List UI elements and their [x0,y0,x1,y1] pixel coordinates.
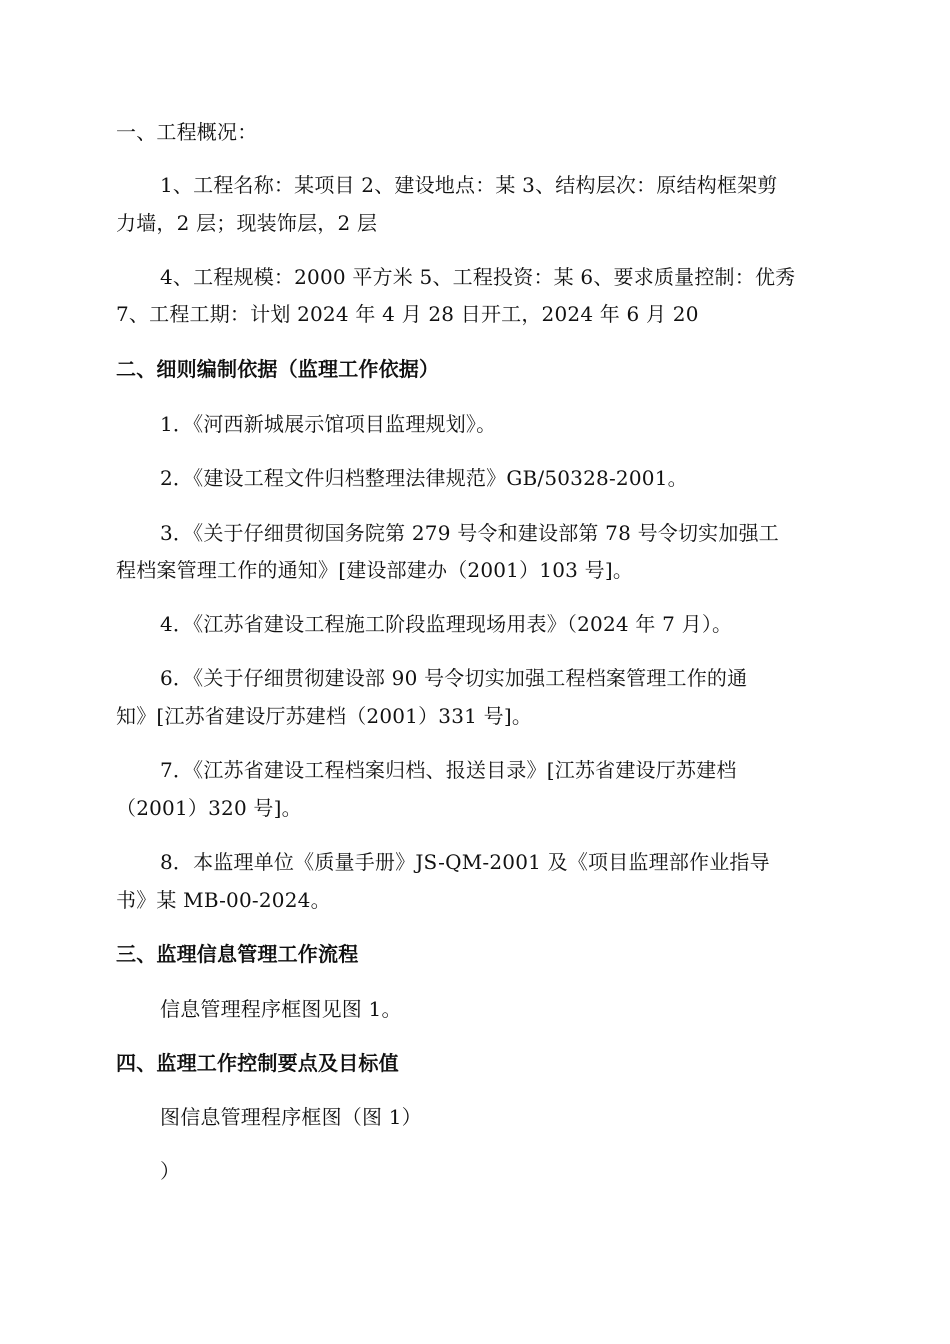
control-line-2: ） [160,1159,181,1183]
basis-line-2: 2．《建设工程文件归档整理法律规范》GB/50328-2001。 [160,466,688,490]
overview-line-2: 力墙，2 层；现装饰层，2 层 [116,211,378,235]
section-heading-overview: 一、工程概况： [116,120,258,144]
basis-line-5: 4．《江苏省建设工程施工阶段监理现场用表》（2024 年 7 月）。 [160,612,733,636]
section-heading-workflow: 三、监理信息管理工作流程 [116,942,359,966]
overview-line-3: 4、工程规模：2000 平方米 5、工程投资：某 6、要求质量控制：优秀 [160,265,796,289]
control-line-1: 图信息管理程序框图（图 1） [160,1105,422,1129]
basis-line-8: 7．《江苏省建设工程档案归档、报送目录》[江苏省建设厅苏建档 [160,758,737,782]
section-heading-control: 四、监理工作控制要点及目标值 [116,1051,399,1075]
basis-line-11: 书》某 MB-00-2024。 [116,888,331,912]
basis-line-3: 3．《关于仔细贯彻国务院第 279 号令和建设部第 78 号令切实加强工 [160,521,779,545]
basis-line-6: 6．《关于仔细贯彻建设部 90 号令切实加强工程档案管理工作的通 [160,666,748,690]
basis-line-1: 1．《河西新城展示馆项目监理规划》。 [160,412,497,436]
overview-line-1: 1、工程名称：某项目 2、建设地点：某 3、结构层次：原结构框架剪 [160,173,778,197]
overview-line-4: 7、工程工期：计划 2024 年 4 月 28 日开工，2024 年 6 月 20 [116,302,699,326]
section-heading-basis: 二、细则编制依据（监理工作依据） [116,357,440,381]
basis-line-4: 程档案管理工作的通知》[建设部建办（2001）103 号]。 [116,558,634,582]
workflow-line-1: 信息管理程序框图见图 1。 [160,997,402,1021]
basis-line-7: 知》[江苏省建设厅苏建档（2001）331 号]。 [116,704,533,728]
basis-line-10: 8．本监理单位《质量手册》JS-QM-2001 及《项目监理部作业指导 [160,850,770,874]
basis-line-9: （2001）320 号]。 [116,796,302,820]
